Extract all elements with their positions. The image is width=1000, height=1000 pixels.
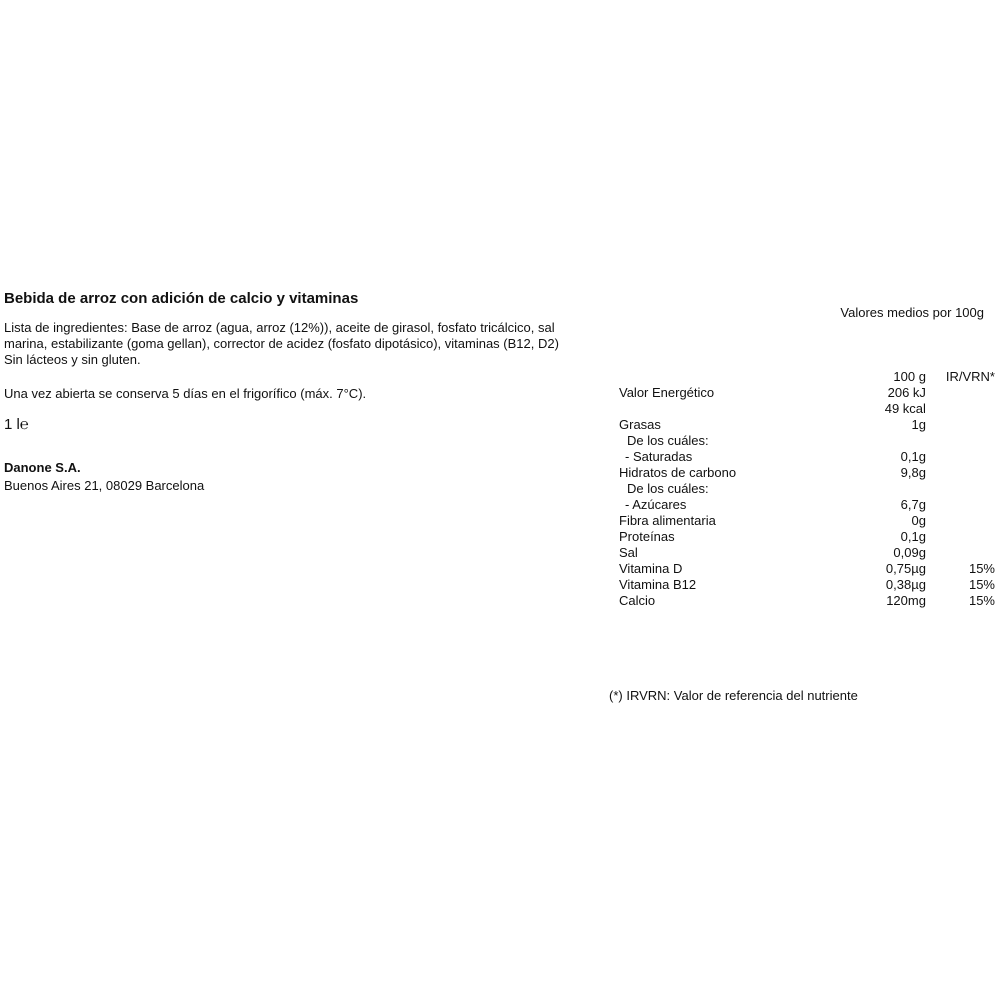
volume-label: 1 l℮ <box>4 416 29 433</box>
nutrient-name: Fibra alimentaria <box>619 513 716 528</box>
ingredients-list: Lista de ingredientes: Base de arroz (agua, arroz (12%)), aceite de girasol, fosfato tricálcico, sal marina, estabilizante (goma gellan), corrector de acidez (fosfato dipotásico), vitaminas (B12, D2) Sin lácteos y sin gluten. <box>4 320 559 367</box>
nutrition-row <box>619 449 995 465</box>
storage-instructions: Una vez abierta se conserva 5 días en el frigorífico (máx. 7°C). <box>4 386 367 401</box>
nutrient-value: 1g <box>911 417 926 432</box>
product-info <box>4 290 564 494</box>
nutrient-ir <box>926 465 995 481</box>
nutrition-row <box>619 545 995 561</box>
nutrient-value: 6,7g <box>900 497 926 512</box>
nutrition-caption: Valores medios por 100g <box>840 305 984 320</box>
nutrient-ir <box>926 513 995 529</box>
nutrient-value <box>804 433 926 449</box>
nutrition-row <box>619 433 995 449</box>
nutrient-value: 49 kcal <box>884 401 926 416</box>
nutrient-value: 206 kJ <box>887 385 926 400</box>
nutrition-row <box>619 593 995 609</box>
nutrient-name: Proteínas <box>619 529 675 544</box>
header-value: 100 g <box>893 369 926 384</box>
brand-address: Buenos Aires 21, 08029 Barcelona <box>4 478 205 493</box>
nutrition-row <box>619 577 995 593</box>
nutrition-row <box>619 465 995 481</box>
header-name <box>619 369 804 385</box>
nutrient-name: Grasas <box>619 417 661 432</box>
nutrition-row <box>619 401 995 417</box>
nutrient-name: De los cuáles: <box>627 433 709 448</box>
brand-name: Danone S.A. <box>4 460 81 475</box>
nutrition-row <box>619 481 995 497</box>
nutrient-name: Vitamina D <box>619 561 683 576</box>
nutrition-row <box>619 513 995 529</box>
nutrient-ir <box>926 417 995 433</box>
nutrient-name: Hidratos de carbono <box>619 465 737 480</box>
nutrition-footnote: (*) IRVRN: Valor de referencia del nutriente <box>609 688 858 703</box>
nutrient-ir: 15% <box>968 593 995 608</box>
nutrient-ir <box>926 385 995 401</box>
nutrient-name: Sal <box>619 545 638 560</box>
nutrient-ir <box>926 449 995 465</box>
nutrient-value: 9,8g <box>900 465 926 480</box>
nutrient-value: 0,38µg <box>885 577 926 592</box>
nutrient-ir <box>926 545 995 561</box>
nutrition-row <box>619 529 995 545</box>
nutrient-value: 120mg <box>886 593 926 608</box>
nutrient-name: - Saturadas <box>625 449 693 464</box>
nutrition-row <box>619 417 995 433</box>
nutrient-ir <box>926 497 995 513</box>
nutrient-value: 0,75µg <box>885 561 926 576</box>
nutrient-name <box>619 401 804 417</box>
nutrient-ir: 15% <box>968 577 995 592</box>
nutrient-value: 0,1g <box>900 529 926 544</box>
product-title: Bebida de arroz con adición de calcio y vitaminas <box>4 290 359 307</box>
nutrient-value: 0g <box>911 513 926 528</box>
nutrient-name: Calcio <box>619 593 656 608</box>
nutrition-row <box>619 561 995 577</box>
nutrient-ir <box>926 529 995 545</box>
nutrient-ir <box>926 433 995 449</box>
nutrient-value <box>804 481 926 497</box>
nutrient-ir <box>926 401 995 417</box>
nutrient-name: Valor Energético <box>619 385 715 400</box>
nutrient-name: Vitamina B12 <box>619 577 697 592</box>
header-ir: IR/VRN* <box>945 369 995 384</box>
nutrient-ir <box>926 481 995 497</box>
nutrient-ir: 15% <box>968 561 995 576</box>
nutrition-table <box>619 369 995 609</box>
nutrient-name: - Azúcares <box>625 497 687 512</box>
nutrient-value: 0,1g <box>900 449 926 464</box>
nutrient-name: De los cuáles: <box>627 481 709 496</box>
nutrient-value: 0,09g <box>893 545 926 560</box>
nutrition-row <box>619 497 995 513</box>
nutrition-header-row <box>619 369 995 385</box>
nutrition-row <box>619 385 995 401</box>
